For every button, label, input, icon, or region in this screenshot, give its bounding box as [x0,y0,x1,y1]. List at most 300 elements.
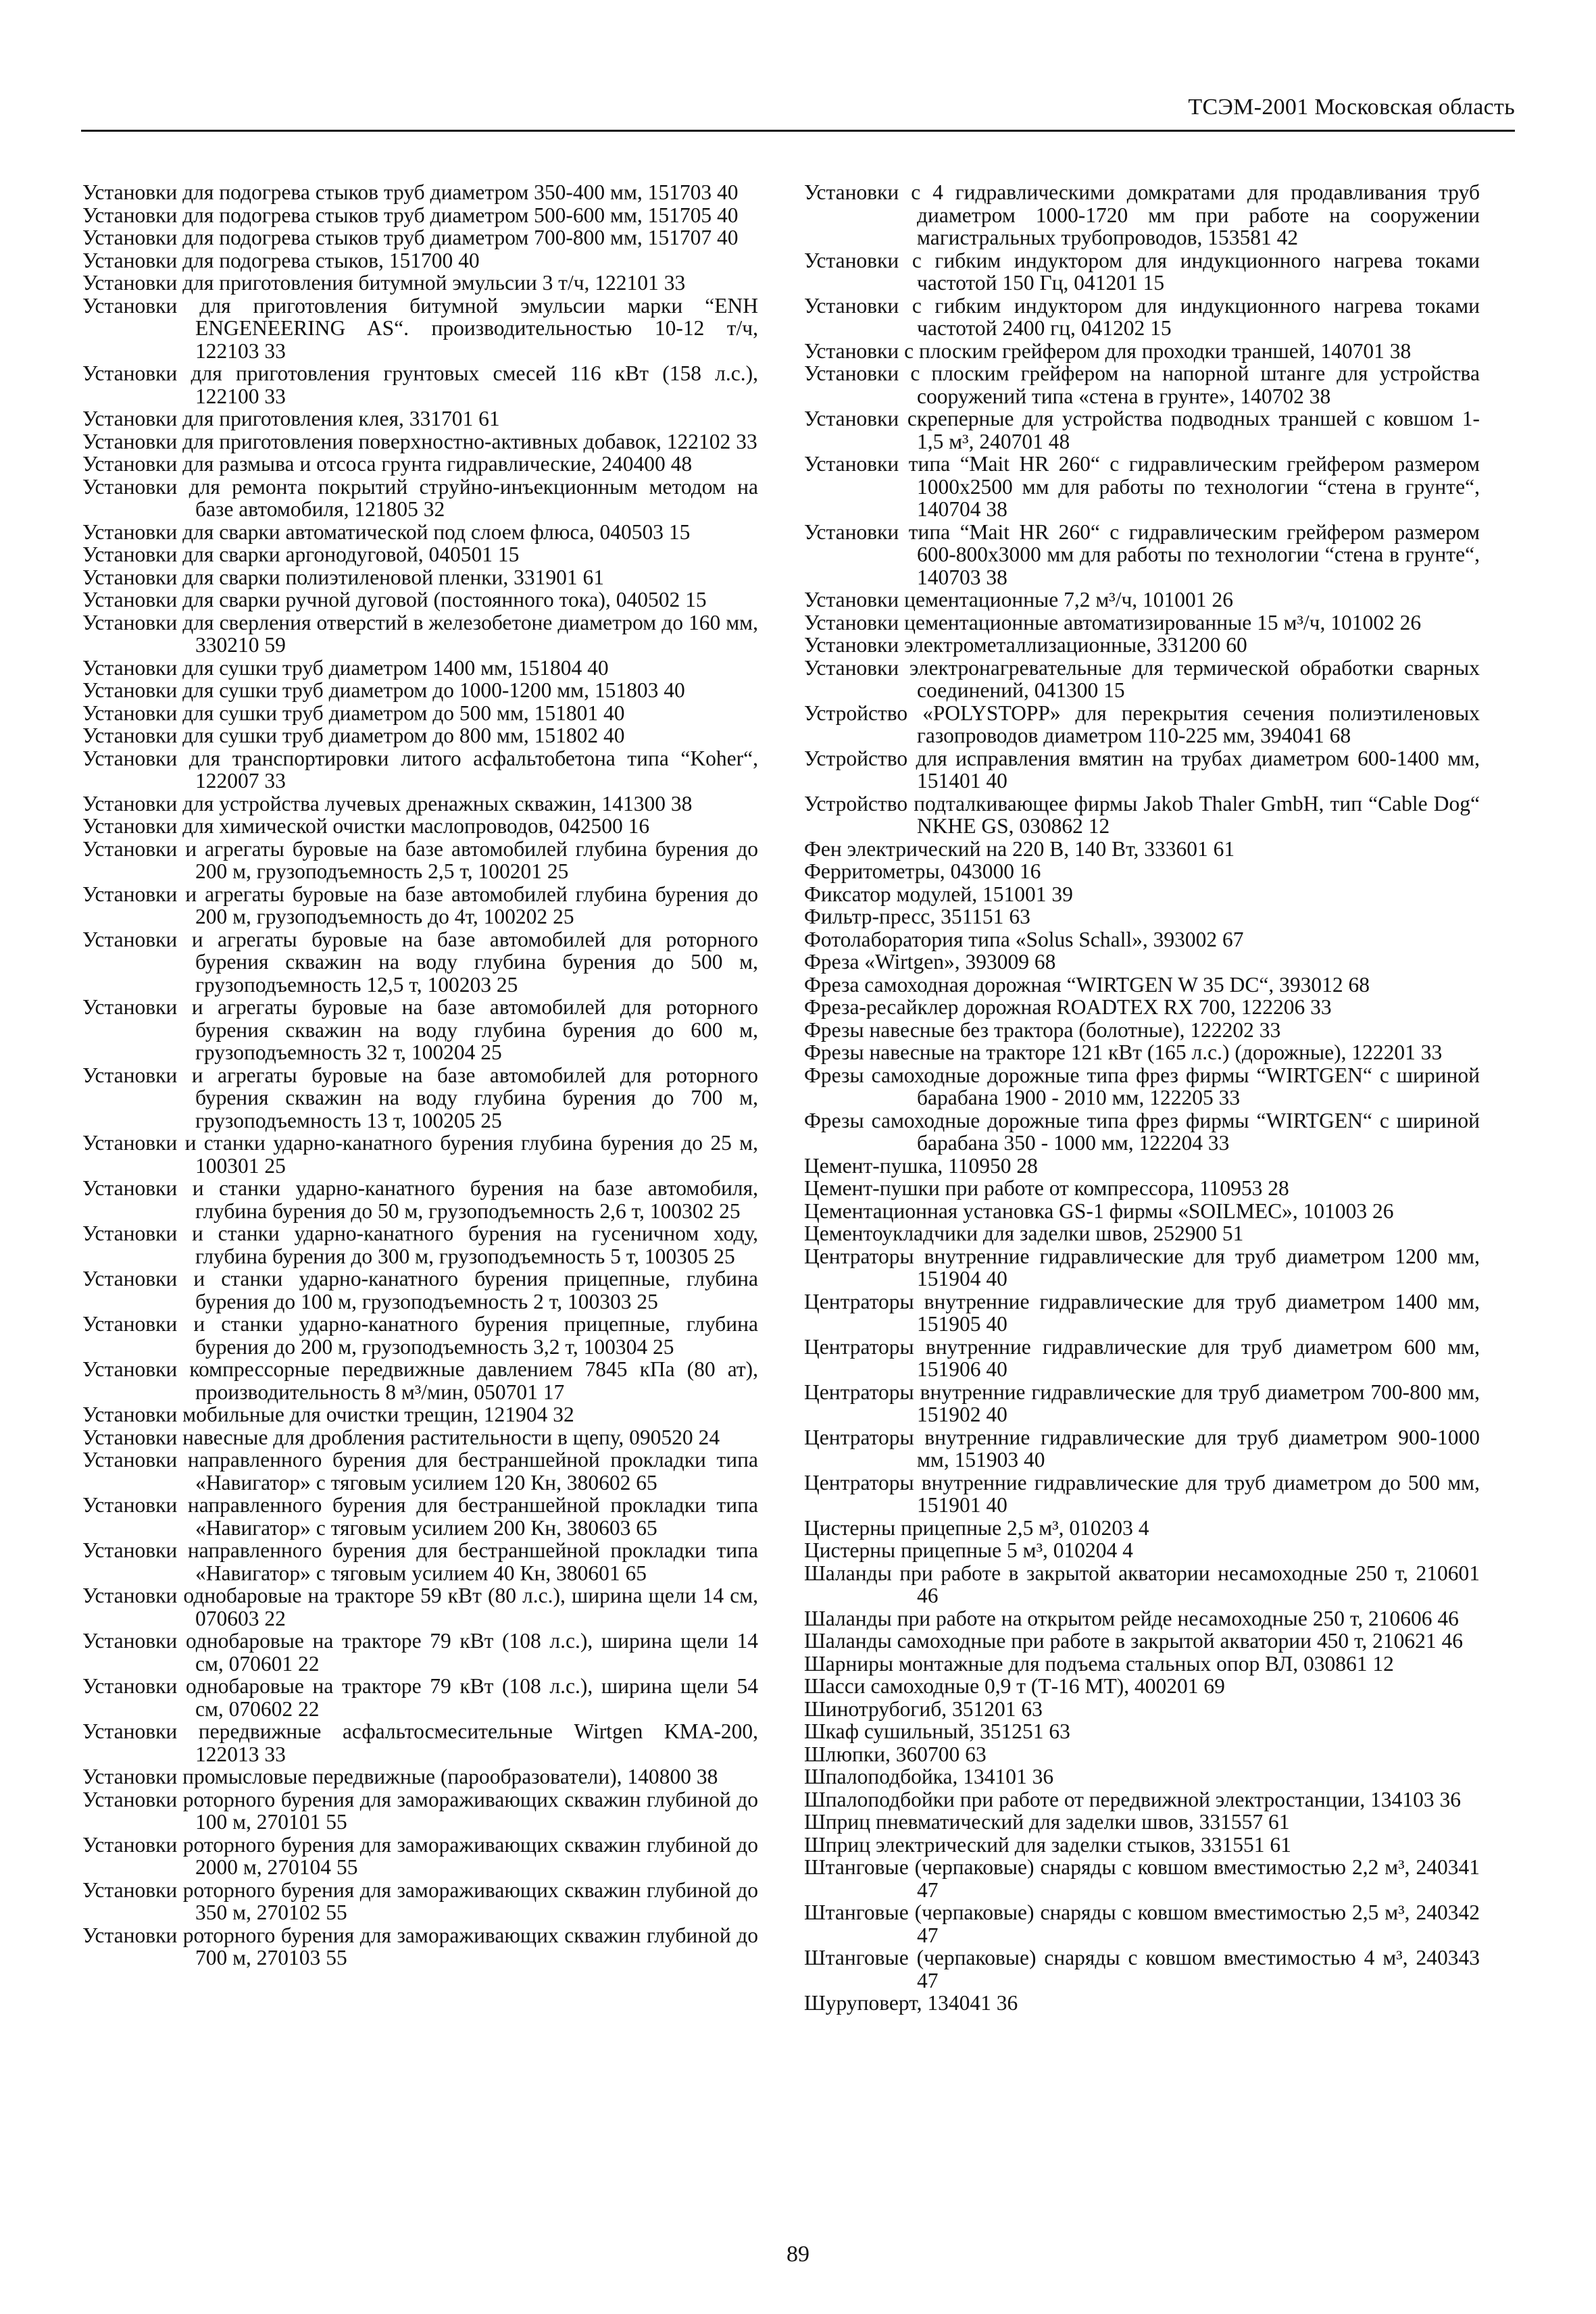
index-entry [804,1698,1480,1721]
entry-leader [1133,1516,1139,1540]
entry-page-ref: 16 [1019,859,1041,883]
entry-page-ref: 40 [1024,1448,1045,1472]
index-entry [82,1132,758,1177]
entry-text: Фильтр-пресс, 351151 [804,905,1004,928]
index-entry [804,1517,1480,1540]
entry-text: Установки с плоским грейфером для проходки траншей, 140701 [804,338,1385,363]
entry-text: Установки для сварки аргонодуговой, 040501 [82,543,493,566]
entry-page-ref: 15 [1103,678,1125,702]
entry-page-ref: 26 [1212,588,1233,611]
entry-text: Установки для транспортировки литого асфальтобетона типа “Koher“, 122007 [82,746,758,793]
index-entry [804,905,1480,928]
entry-text: Установки и станки ударно-канатного бурения глубина бурения до 25 м, 100301 [82,1131,758,1178]
index-entry [804,634,1480,657]
entry-text: Штанговые (черпаковые) снаряды с ковшом вместимостью 2,2 м³, 240341 [804,1855,1480,1879]
entry-page-ref: 40 [986,769,1007,793]
entry-text: Установки для химической очистки маслопроводов, 042500 [82,814,623,838]
entry-page-ref: 22 [298,1696,320,1721]
entry-text: Фен электрический на 220 В, 140 Вт, 333601 [804,836,1208,861]
entry-page-ref: 15 [497,543,520,566]
index-entry [804,1222,1480,1245]
entry-leader [1018,1448,1024,1472]
index-entry [804,657,1480,702]
entry-text: Центраторы внутренние гидравлические для труб диаметром 1400 мм, 151905 [804,1289,1480,1336]
entry-text: Установки для сушки труб диаметром до 1000-1200 мм, 151803 [82,678,659,702]
entry-text: Шприц пневматический для заделки швов, 331557 [804,1810,1264,1834]
index-entry [82,226,758,249]
index-entry [82,430,758,453]
entry-page-ref: 67 [1222,927,1244,951]
index-entry [804,1856,1480,1901]
index-entry [804,996,1480,1019]
entry-page-ref: 25 [553,905,574,928]
entry-page-ref: 38 [986,497,1007,521]
entry-page-ref: 15 [685,588,707,611]
entry-page-ref: 25 [496,972,518,997]
entry-leader [491,973,497,997]
index-entry [804,521,1480,589]
entry-page-ref: 55 [326,1810,347,1834]
entry-leader [1272,226,1277,249]
entry-leader [991,1991,997,2015]
entry-text: Установки для приготовления битумной эмульсии марки “ENH ENGENEERING AS“. производительностью 10-12 т/ч, 122103 [82,293,758,363]
entry-text: Шарниры монтажные для подъема стальных опор ВЛ, 030861 [804,1651,1368,1676]
entry-text: Установки промысловые передвижные (парообразователи), 140800 [82,1765,691,1788]
entry-leader [659,271,664,295]
entry-text: Установки направленного бурения для бестраншейной прокладки типа «Навигатор» с тяговым усилием 40 Кн, 380601 [82,1538,758,1585]
index-entry [82,1720,758,1765]
entry-text: Установки для подогрева стыков труб диаметром 500-600 мм, 151705 [82,203,712,227]
entry-text: Шаланды при работе в закрытой акватории несамоходные 250 т, 210601 [804,1561,1480,1585]
index-entry [804,1155,1480,1178]
entry-page-ref: 32 [423,497,445,521]
entry-page-ref: 55 [326,1946,347,1969]
index-entry [804,1177,1480,1200]
index-entry [82,1426,758,1449]
entry-text: Установки для сварки автоматической под слоем флюса, 040503 [82,520,664,544]
entry-leader [453,249,458,272]
index-entry [804,838,1480,861]
entry-text: Устройство подталкивающее фирмы Jakob Thaler GmbH, тип “Cable Dog“ NKHE GS, 030862 [804,791,1480,838]
entry-page-ref: 25 [652,1334,674,1359]
entry-leader [1138,271,1143,295]
page-header [81,95,1515,132]
entry-text: Установки однобаровые на тракторе 79 кВт (108 л.с.), ширина щели 54 см, 070602 [82,1674,758,1721]
entry-page-ref: 33 [1420,1040,1443,1064]
index-entry [804,1041,1480,1064]
entry-leader [1029,950,1034,974]
index-entry [804,181,1480,249]
index-entry [82,521,758,544]
index-entry [804,1200,1480,1223]
entry-text: Установки для приготовления битумной эмульсии 3 т/ч, 122101 [82,271,659,295]
index-column-right [804,181,1480,2015]
index-entry [82,1630,758,1675]
entry-page-ref: 4 [1138,1515,1149,1540]
entry-leader [666,792,671,815]
entry-leader [1254,1018,1260,1042]
entry-text: Установки для подогрева стыков, 151700 [82,248,453,272]
entry-text: Центраторы внутренние гидравлические для труб диаметром 1200 мм, 151904 [804,1244,1480,1290]
entry-text: Установки цементационные автоматизированные 15 м³/ч, 101002 [804,610,1395,634]
entry-page-ref: 40 [603,701,625,725]
entry-text: Установки и агрегаты буровые на базе автомобилей для роторного бурения скважин на воду глубина бурения до 700 м, грузоподъемность 13 т, 100205 [82,1063,758,1132]
index-entry [82,838,758,883]
entry-page-ref: 12 [1088,814,1110,838]
index-entry [804,1788,1480,1811]
index-column-left [82,181,758,1969]
index-entry [804,1675,1480,1698]
entry-page-ref: 12 [1372,1651,1394,1676]
index-entry [82,1834,758,1879]
entry-page-ref: 59 [264,633,286,657]
entry-page-ref: 61 [1268,1810,1290,1834]
index-entry [804,1607,1480,1630]
entry-page-ref: 38 [1309,384,1331,408]
entry-leader [714,1199,719,1223]
entry-text: Цемент-пушка, 110950 [804,1153,1012,1178]
entry-leader [712,226,717,249]
entry-page-ref: 63 [1049,1719,1070,1743]
entry-leader [691,1765,697,1788]
index-entry [804,611,1480,634]
entry-page-ref: 38 [986,565,1007,589]
entry-leader [1324,724,1330,747]
entry-leader [1395,611,1400,634]
index-entry [804,1743,1480,1766]
entry-text: Устройство для исправления вмятин на трубах диаметром 600-1400 мм, 151401 [804,746,1480,793]
index-entry [804,407,1480,453]
entry-leader [623,814,628,838]
entry-page-ref: 33 [264,384,286,408]
entry-leader [320,1901,326,1924]
entry-text: Цементоукладчики для заделки швов, 252900 [804,1222,1218,1245]
index-entry [82,793,758,815]
index-entry [804,1381,1480,1426]
entry-text: Шуруповерт, 134041 [804,1991,991,2015]
entry-page-ref: 36 [1032,1765,1054,1788]
entry-page-ref: 40 [717,180,739,204]
entry-text: Устройство «POLYSTOPP» для перекрытия сечения полиэтиленовых газопроводов диаметром 110-225 мм, 394041 [804,701,1480,747]
entry-leader [1214,1086,1219,1109]
entry-page-ref: 32 [553,1403,574,1426]
index-entry [804,1720,1480,1743]
entry-page-ref: 61 [1213,836,1235,861]
entry-leader [1217,1222,1222,1245]
entry-text: Шаланды при работе на открытом рейде несамоходные 250 т, 210606 [804,1606,1432,1630]
index-entry [804,1472,1480,1517]
entry-page-ref: 48 [1048,429,1070,453]
entry-page-ref: 38 [670,791,693,815]
entry-text: Установки для приготовления поверхностно-активных добавок, 122102 [82,429,731,453]
entry-leader [1014,859,1020,883]
index-entry [804,588,1480,611]
index-entry [82,362,758,407]
entry-page-ref: 40 [986,1403,1007,1426]
index-entry [82,1064,758,1132]
entry-leader [473,407,478,430]
entry-page-ref: 39 [1051,882,1073,906]
entry-text: Фреза самоходная дорожная “WIRTGEN W 35 DC“, 393012 [804,972,1343,997]
index-entry [804,974,1480,997]
index-entry [82,996,758,1064]
index-entry [82,747,758,793]
entry-page-ref: 28 [1016,1153,1038,1178]
entry-page-ref: 42 [1276,226,1299,249]
index-entry [804,883,1480,906]
index-entry [82,181,758,204]
index-entry [804,1245,1480,1290]
entry-page-ref: 24 [698,1425,720,1449]
entry-text: Центраторы внутренние гидравлические для труб диаметром 900-1000 мм, 151903 [804,1425,1480,1472]
index-entry [804,747,1480,793]
index-entry [82,928,758,997]
entry-page-ref: 22 [264,1606,286,1630]
entry-text: Установки для приготовления клея, 331701 [82,407,474,430]
entry-text: Установки и агрегаты буровые на базе автомобилей для роторного бурения скважин на воду глубина бурения до 600 м, грузоподъемность 32 т, 100204 [82,995,758,1064]
entry-page-ref: 15 [1150,316,1172,340]
entry-text: Шкаф сушильный, 351251 [804,1719,1044,1743]
entry-text: Установки роторного бурения для замораживающих скважин глубиной до 350 м, 270102 [82,1878,758,1924]
entry-page-ref: 51 [1222,1222,1244,1245]
entry-page-ref: 26 [1399,610,1422,634]
index-entry [804,1539,1480,1562]
index-entry [82,272,758,295]
entry-text: Установки скреперные для устройства подводных траншей с ковшом 1-1,5 м³, 240701 [804,407,1480,453]
index-entry [804,928,1480,951]
index-entry [82,1267,758,1313]
entry-text: Фрезы самоходные дорожные типа фрез фирмы “WIRTGEN“ с шириной барабана 1900 - 2010 мм, 122205 [804,1063,1480,1109]
entry-page-ref: 68 [1034,950,1056,974]
index-entry [82,1584,758,1630]
entry-page-ref: 68 [1348,972,1370,997]
entry-leader [712,180,717,204]
entry-text: Установки для сверления отверстий в железобетоне диаметром до 160 мм, 330210 [82,610,758,657]
entry-page-ref: 69 [1203,1674,1225,1698]
entry-text: Установки для подогрева стыков труб диаметром 350-400 мм, 151703 [82,180,712,204]
entry-leader [1367,1199,1372,1223]
entry-leader [578,565,583,589]
entry-text: Фрезы навесные на тракторе 121 кВт (165 л.с.) (дорожные), 122201 [804,1040,1416,1064]
entry-text: Цистерны прицепные 5 м³, 010204 [804,1538,1118,1562]
entry-text: Установки и станки ударно-канатного бурения прицепные, глубина бурения до 100 м, грузоподъемность 2 т, 100303 [82,1267,758,1313]
index-entry [82,1403,758,1426]
entry-page-ref: 60 [1226,633,1247,657]
entry-page-ref: 46 [1437,1606,1459,1630]
index-entry [804,1426,1480,1472]
entry-text: Центраторы внутренние гидравлические для труб диаметром до 500 мм, 151901 [804,1470,1480,1517]
entry-page-ref: 36 [1439,1787,1461,1811]
entry-text: Установки для приготовления грунтовых смесей 116 кВт (158 л.с.), 122100 [82,361,758,408]
index-entry [82,1924,758,1969]
entry-leader [1305,995,1310,1019]
index-entry [804,1290,1480,1336]
entry-leader [1027,1765,1032,1788]
entry-leader [1208,837,1214,861]
index-entry [804,793,1480,838]
entry-page-ref: 40 [986,1357,1007,1381]
entry-text: Установки для сварки полиэтиленовой пленки, 331901 [82,565,578,589]
entry-page-ref: 40 [986,1312,1007,1336]
entry-leader [1145,316,1150,340]
entry-text: Установки для сварки ручной дуговой (постоянного тока), 040502 [82,588,680,611]
entry-page-ref: 40 [458,248,480,272]
entry-leader [293,1697,298,1721]
index-entry [804,1946,1480,1992]
entry-text: Установки с гибким индуктором для индукционного нагрева токами частотой 150 Гц, 041201 [804,248,1480,295]
entry-text: Фиксатор модулей, 151001 [804,882,1047,906]
entry-page-ref: 40 [986,1493,1007,1517]
index-entry [82,724,758,747]
entry-page-ref: 48 [670,452,693,476]
entry-leader [542,859,547,883]
index-entry [804,1834,1480,1857]
entry-leader [538,1380,543,1404]
entry-leader [959,1742,965,1766]
running-title: ТСЭМ-2001 Московская область [1188,95,1515,120]
entry-text: Установки для сушки труб диаметром до 800 мм, 151802 [82,724,599,747]
index-entry [804,362,1480,407]
entry-page-ref: 25 [719,1199,741,1223]
entry-page-ref: 55 [326,1901,347,1924]
entry-text: Фреза «Wirtgen», 393009 [804,950,1029,974]
index-entry [82,476,758,521]
entry-text: Шаланды самоходные при работе в закрытой акватории 450 т, 210621 [804,1629,1437,1653]
index-entry [804,1336,1480,1381]
index-entry [804,1901,1480,1946]
entry-leader [320,1810,326,1834]
entry-text: Установки направленного бурения для бестраншейной прокладки типа «Навигатор» с тяговым усилием 120 Кн, 380602 [82,1448,758,1494]
entry-leader [1385,339,1390,363]
entry-page-ref: 28 [1268,1176,1289,1200]
entry-leader [1043,430,1049,453]
entry-text: Установки направленного бурения для бестраншейной прокладки типа «Навигатор» с тяговым усилием 200 Кн, 380603 [82,1493,758,1540]
index-entry [82,204,758,227]
entry-page-ref: 65 [625,1561,647,1585]
index-entry [82,679,758,702]
index-entry [82,543,758,566]
entry-text: Установки для ремонта покрытий струйно-инъекционным методом на базе автомобиля, 121805 [82,474,758,521]
index-entry [82,1358,758,1403]
entry-page-ref: 33 [264,1742,286,1766]
entry-page-ref: 15 [668,520,691,544]
entry-page-ref: 47 [917,1878,939,1902]
index-entry [82,1494,758,1539]
entry-page-ref: 33 [264,338,286,363]
entry-leader [1217,928,1222,951]
entry-text: Центраторы внутренние гидравлические для труб диаметром 700-800 мм, 151902 [804,1380,1480,1426]
index-entry [82,1539,758,1584]
index-entry [804,453,1480,521]
entry-page-ref: 61 [478,407,500,430]
entry-page-ref: 17 [543,1380,565,1404]
index-entry [804,1992,1480,2015]
entry-text: Установки мобильные для очистки трещин, 121904 [82,1403,548,1426]
entry-page-ref: 38 [696,1765,718,1788]
page-number: 89 [787,2242,809,2267]
entry-leader [1304,384,1310,408]
entry-leader [547,905,553,928]
entry-page-ref: 65 [636,1470,657,1494]
entry-leader [1083,814,1089,838]
entry-page-ref: 33 [1207,1131,1230,1155]
entry-page-ref: 47 [917,1968,939,1992]
entry-leader [693,1426,699,1449]
entry-page-ref: 25 [480,1040,502,1064]
entry-page-ref: 4 [1122,1538,1133,1562]
entry-leader [547,1403,553,1426]
index-entry [804,951,1480,974]
index-entry [804,1653,1480,1676]
entry-text: Установки компрессорные передвижные давлением 7845 кПа (80 ат), производительность 8 м³/мин, 050701 [82,1357,758,1404]
entry-page-ref: 25 [480,1108,502,1132]
entry-text: Установки однобаровые на тракторе 59 кВт (80 л.с.), ширина щели 14 см, 070603 [82,1584,758,1630]
index-entry [804,860,1480,883]
index-entry [82,407,758,430]
entry-leader [598,701,603,725]
index-entry [82,1675,758,1720]
entry-text: Установки роторного бурения для замораживающих скважин глубиной до 700 м, 270103 [82,1923,758,1969]
entry-page-ref: 33 [736,429,757,453]
entry-text: Установки и станки ударно-канатного бурения на базе автомобиля, глубина бурения до 50 м, грузоподъемность 2,6 т, 100302 [82,1176,758,1223]
entry-leader [331,1855,336,1879]
index-entry [804,702,1480,747]
entry-page-ref: 40 [664,678,685,702]
entry-text: Установки для сушки труб диаметром до 500 мм, 151801 [82,701,599,725]
index-entry [82,1879,758,1924]
index-entry [804,295,1480,340]
entry-page-ref: 63 [1009,905,1030,928]
entry-page-ref: 25 [547,859,569,883]
entry-page-ref: 25 [714,1244,735,1268]
entry-leader [664,520,669,544]
entry-text: Ферритометры, 043000 [804,859,1014,883]
entry-text: Установки однобаровые на тракторе 79 кВт (108 л.с.), ширина щели 14 см, 070601 [82,1629,758,1676]
entry-text: Цемент-пушки при работе от компрессора, 110953 [804,1176,1263,1200]
entry-text: Установки и станки ударно-канатного бурения прицепные, глубина бурения до 200 м, грузоподъемность 3,2 т, 100304 [82,1312,758,1359]
entry-page-ref: 40 [587,655,609,680]
entry-text: Штанговые (черпаковые) снаряды с ковшом вместимостью 4 м³, 240343 [804,1946,1480,1969]
index-entry [82,702,758,725]
entry-page-ref: 40 [603,724,625,747]
entry-leader [418,497,424,521]
entry-page-ref: 40 [717,226,739,249]
index-entry [804,1562,1480,1607]
entry-text: Установки электрометаллизационные, 331200 [804,633,1221,657]
entry-leader [1098,678,1103,702]
entry-leader [730,430,736,453]
entry-text: Установки цементационные 7,2 м³/ч, 101001 [804,588,1207,611]
entry-page-ref: 40 [717,203,739,227]
entry-text: Установки для устройства лучевых дренажных скважин, 141300 [82,791,666,815]
entry-text: Установки и агрегаты буровые на базе автомобилей для роторного бурения скважин на воду глубина бурения до 500 м, грузоподъемность 12,5 т, 100203 [82,927,758,997]
entry-leader [647,1335,653,1359]
entry-page-ref: 33 [264,769,286,793]
entry-page-ref: 16 [628,814,650,838]
index-entry [82,1765,758,1788]
index-entry [82,249,758,272]
entry-text: Установки роторного бурения для замораживающих скважин глубиной до 2000 м, 270104 [82,1832,758,1879]
entry-page-ref: 25 [264,1153,286,1178]
entry-page-ref: 61 [582,565,605,589]
index-entry [82,657,758,680]
entry-leader [1263,1810,1268,1834]
entry-text: Шлюпки, 360700 [804,1742,960,1766]
entry-leader [320,1946,326,1969]
entry-page-ref: 33 [1218,1086,1241,1109]
index-entry [82,295,758,363]
index-entry [804,1630,1480,1653]
